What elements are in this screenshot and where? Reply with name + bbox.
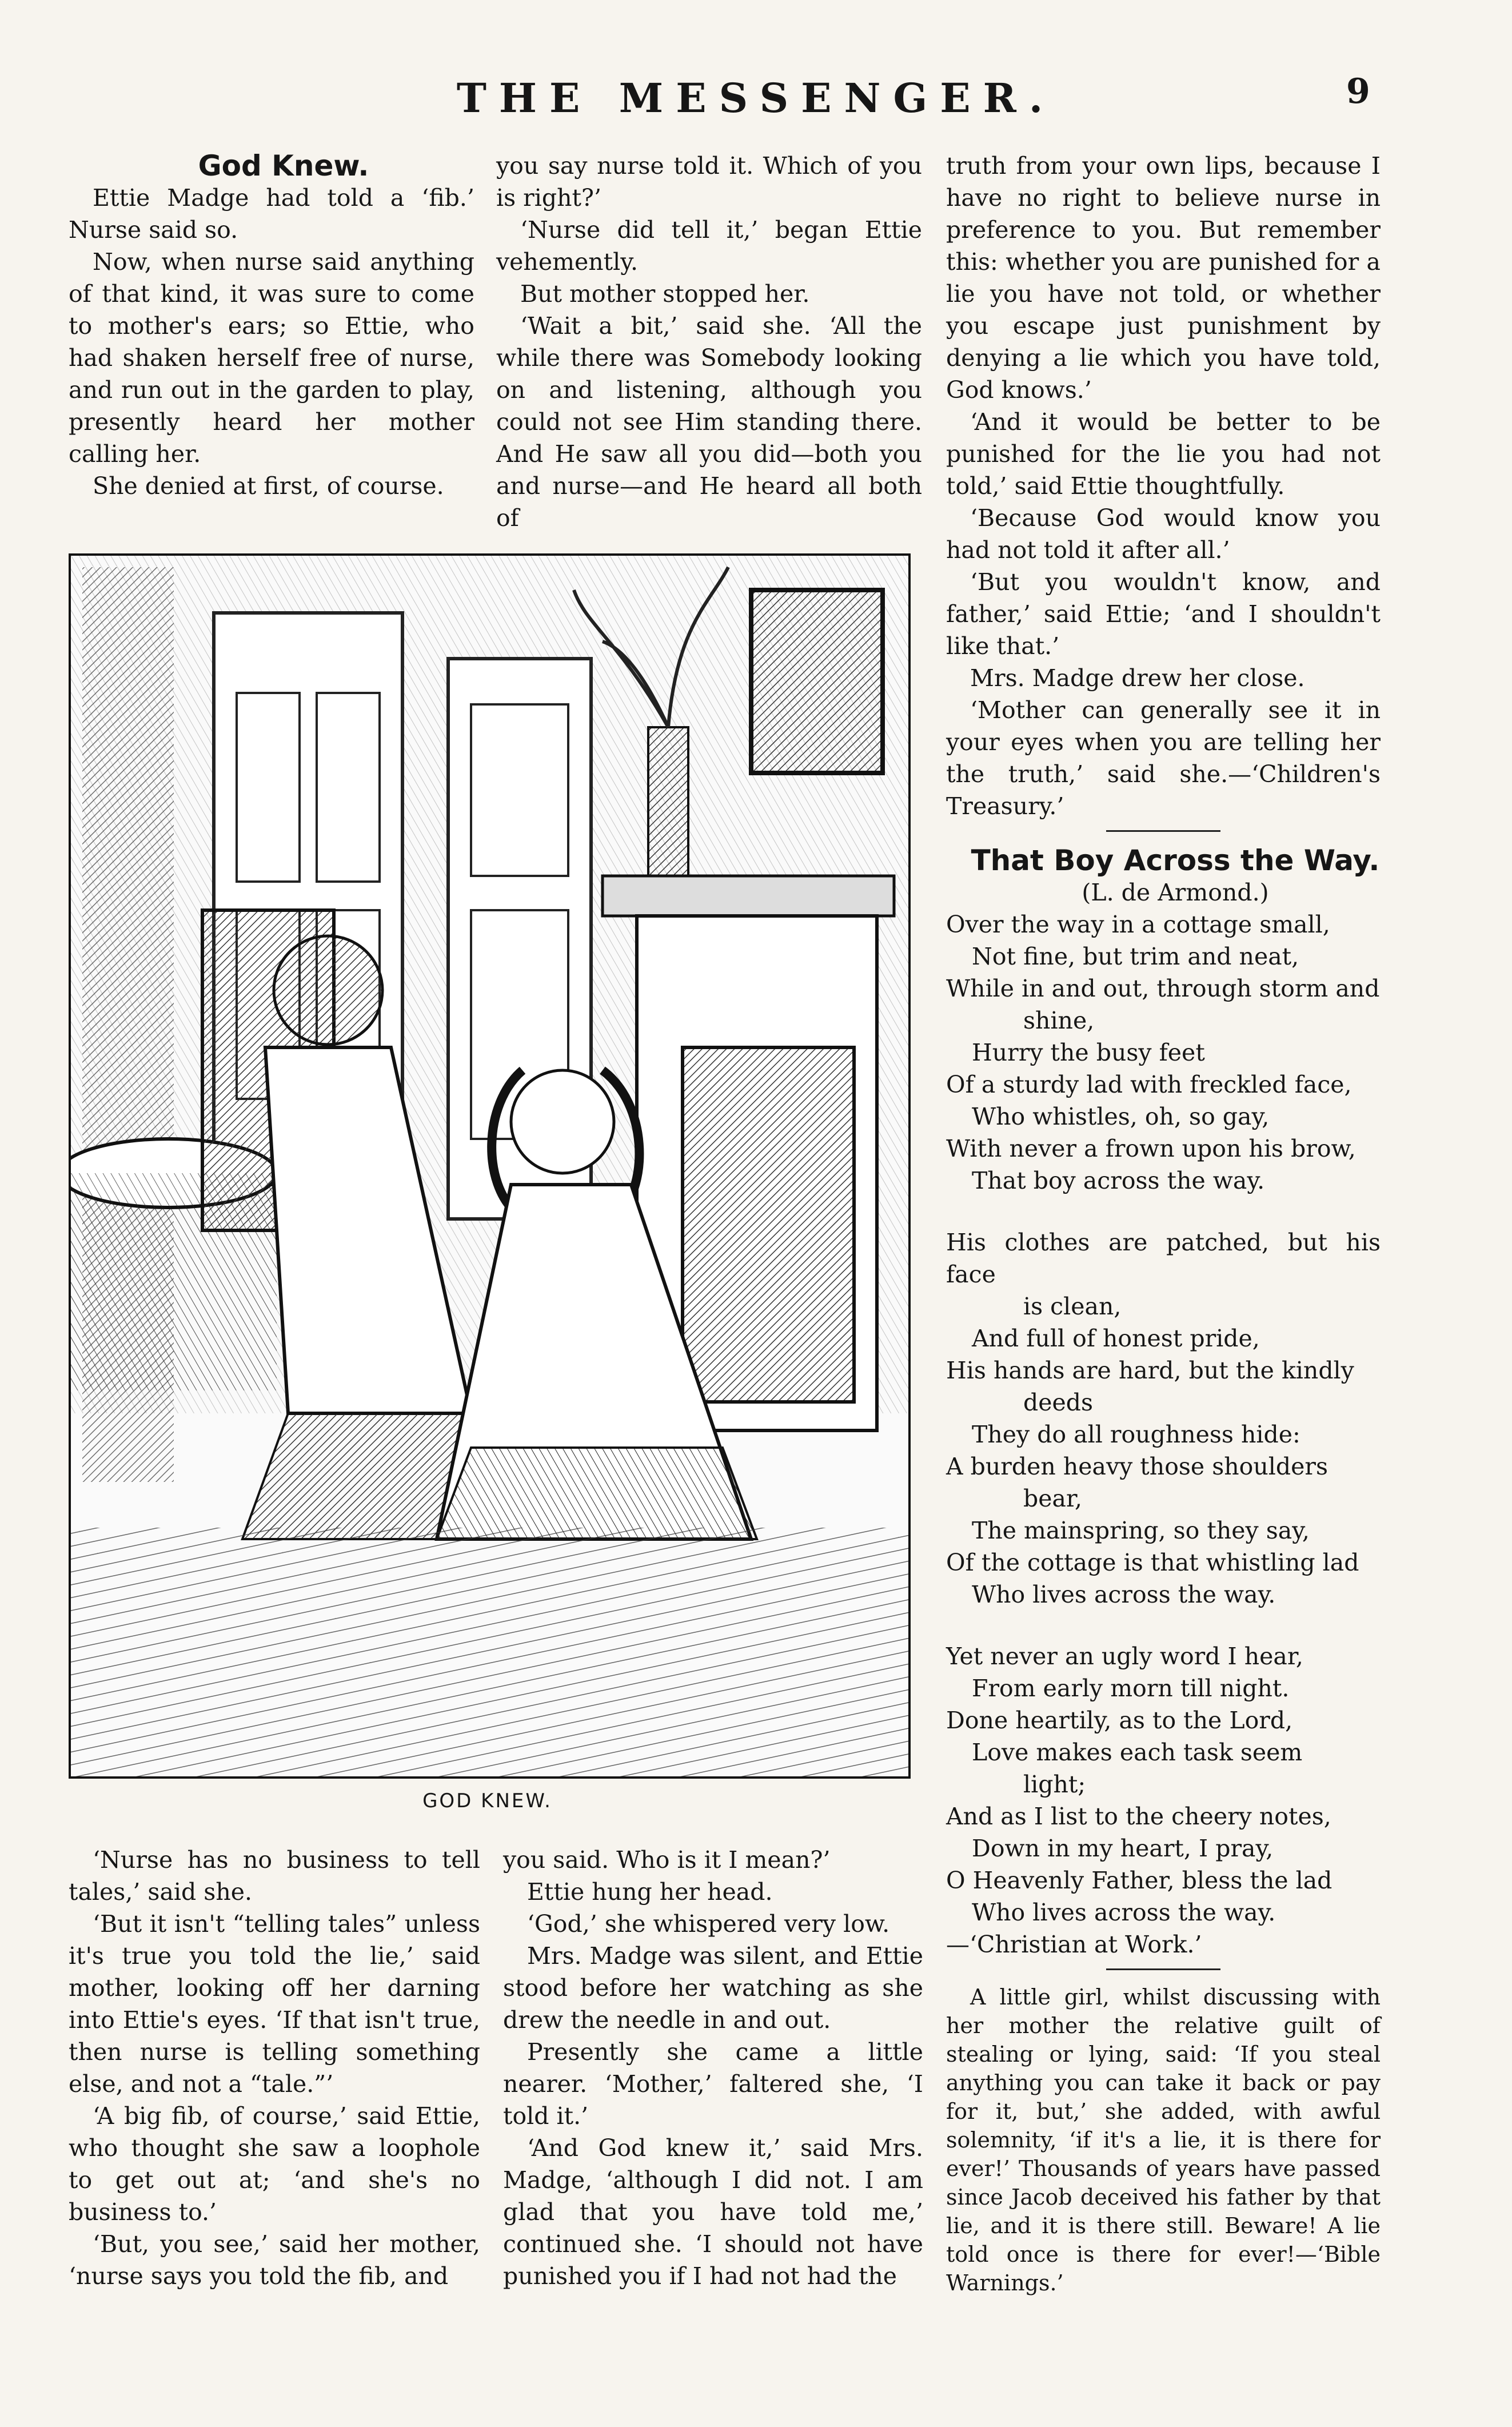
story-column-1-bottom <box>69 1844 480 2292</box>
poem-line: O Heavenly Father, bless the lad <box>946 1867 1333 1894</box>
story-paragraph: Presently she came a little nearer. ‘Mother,’ faltered she, ‘I told it.’ <box>503 2038 923 2130</box>
story-column-2-bottom <box>503 1844 923 2292</box>
poem-line: Over the way in a cottage small, <box>946 911 1330 938</box>
poem-line: A burden heavy those shoulders <box>946 1453 1329 1480</box>
story-paragraph: But mother stopped her. <box>520 280 810 308</box>
poem-line: Yet never an ugly word I hear, <box>946 1643 1303 1670</box>
poem-line: Done heartily, as to the Lord, <box>946 1707 1293 1734</box>
poem-stanza <box>946 1640 1381 1960</box>
story-paragraph: truth from your own lips, because I have no right to believe nurse in preference to you. But remember this: whether you are punished for a lie you have not told, or whether you escape just punishment by denying a lie which you have told, God knows.’ <box>946 152 1381 404</box>
story-column-2-top <box>496 150 922 534</box>
poem-line: The mainspring, so they say, <box>972 1517 1310 1544</box>
poem <box>946 908 1381 1960</box>
illustration-caption: GOD KNEW. <box>422 1790 552 1812</box>
poem-line: His hands are hard, but the kindly <box>946 1357 1354 1384</box>
story-paragraph: ‘And God knew it,’ said Mrs. Madge, ‘although I did not. I am glad that you have told me,’ continued she. ‘I should not have punished you if I had not had the <box>503 2134 923 2290</box>
column-3 <box>946 150 1381 2297</box>
story-paragraph: Ettie hung her head. <box>527 1878 773 1906</box>
poem-line: light; <box>1023 1771 1086 1798</box>
story-paragraph: ‘But, you see,’ said her mother, ‘nurse says you told the fib, and <box>69 2230 480 2290</box>
poem-title: That Boy Across the Way. <box>971 844 1380 877</box>
story-paragraph: ‘A big fib, of course,’ said Ettie, who thought she saw a loophole to get out at; ‘and she's no business to.’ <box>69 2102 480 2226</box>
floorboards <box>71 1528 908 1776</box>
poem-line: bear, <box>1023 1485 1083 1512</box>
poem-line: They do all roughness hide: <box>972 1421 1300 1448</box>
poem-line: Love makes each task seem <box>972 1739 1303 1766</box>
poem-line: And full of honest pride, <box>972 1325 1260 1352</box>
poem-line: With never a frown upon his brow, <box>946 1135 1356 1162</box>
story-paragraph: ‘Because God would know you had not told it after all.’ <box>946 504 1381 564</box>
poem-author: (L. de Armond.) <box>1082 879 1269 906</box>
page-number: 9 <box>1346 71 1370 111</box>
masthead: THE MESSENGER. <box>456 74 1056 122</box>
poem-line: is clean, <box>1023 1293 1122 1320</box>
story-paragraph: ‘But it isn't “telling tales” unless it's true you told the lie,’ said mother, looking off her darning into Ettie's eyes. ‘If that isn't true, then nurse is telling something else, and not a “tale.”’ <box>69 1910 480 2098</box>
girl-figure <box>511 1070 614 1173</box>
story-paragraph: ‘God,’ she whispered very low. <box>527 1910 890 1938</box>
story-paragraph: you said. Who is it I mean?’ <box>503 1846 831 1874</box>
section-divider <box>1106 830 1220 832</box>
wall-picture <box>751 590 883 773</box>
poem-line: His clothes are patched, but his face <box>946 1229 1381 1288</box>
poem-line: Hurry the busy feet <box>972 1039 1205 1066</box>
poem-line: While in and out, through storm and <box>946 975 1380 1002</box>
poem-line: Of a sturdy lad with freckled face, <box>946 1071 1352 1098</box>
story-paragraph: ‘Wait a bit,’ said she. ‘All the while there was Somebody looking on and listening, although you could not see Him standing there. And He saw all you did—both you and nurse—and He heard all both of <box>496 312 922 532</box>
story-column-1-top <box>69 150 474 502</box>
story-paragraph: ‘Nurse has no business to tell tales,’ said she. <box>69 1846 480 1906</box>
story-paragraph: She denied at first, of course. <box>93 472 444 500</box>
story-paragraph: ‘Mother can generally see it in your eyes when you are telling her the truth,’ said she.—‘Children's Treasury.’ <box>946 696 1381 820</box>
section-divider <box>1106 1968 1220 1970</box>
story-paragraph: ‘But you wouldn't know, and father,’ said Ettie; ‘and I shouldn't like that.’ <box>946 568 1381 660</box>
story-paragraph: Mrs. Madge was silent, and Ettie stood before her watching as she drew the needle in and out. <box>503 1942 923 2034</box>
story-paragraph: ‘Nurse did tell it,’ began Ettie vehemently. <box>496 216 922 276</box>
mother-figure <box>274 936 382 1045</box>
mantel <box>603 876 894 916</box>
story-paragraph: ‘And it would be better to be punished for the lie you had not told,’ said Ettie thoughtfully. <box>946 408 1381 500</box>
poem-line: Who whistles, oh, so gay, <box>972 1103 1270 1130</box>
story-paragraph: Now, when nurse said anything of that kind, it was sure to come to mother's ears; so Ettie, who had shaken herself free of nurse, and run out in the garden to play, presently heard her mother calling her. <box>69 248 474 468</box>
poem-line: Who lives across the way. <box>972 1899 1276 1926</box>
illustration-drawing <box>71 556 908 1776</box>
poem-line: Down in my heart, I pray, <box>972 1835 1274 1862</box>
poem-line: From early morn till night. <box>972 1675 1290 1702</box>
poem-line: deeds <box>1023 1389 1094 1416</box>
story-paragraph: Ettie Madge had told a ‘fib.’ Nurse said so. <box>69 184 474 244</box>
illustration-god-knew <box>69 553 911 1779</box>
poem-line: Who lives across the way. <box>972 1581 1276 1608</box>
poem-line: Not fine, but trim and neat, <box>972 943 1299 970</box>
story-paragraph: you say nurse told it. Which of you is right?’ <box>496 152 922 212</box>
story-paragraph: Mrs. Madge drew her close. <box>970 664 1305 692</box>
poem-stanza <box>946 908 1381 1197</box>
anecdote-paragraph: A little girl, whilst discussing with her mother the relative guilt of stealing or lying, said: ‘If you steal anything you can take it back or pay for it, but,’ she added, with awful solemnity, ‘if it's a lie, it is there for ever!’ Thousands of years have passed since Jacob deceived his father by that lie, and it is there still. Beware! A lie told once is there for ever!—‘Bible Warnings.’ <box>946 1984 1381 2296</box>
poem-stanza <box>946 1226 1381 1611</box>
poem-line: Of the cottage is that whistling lad <box>946 1549 1359 1576</box>
story-title: God Knew. <box>198 149 369 182</box>
poem-source: —‘Christian at Work.’ <box>946 1931 1202 1958</box>
poem-line: shine, <box>1023 1007 1095 1034</box>
poem-line: That boy across the way. <box>972 1167 1265 1194</box>
poem-line: And as I list to the cheery notes, <box>946 1803 1331 1830</box>
